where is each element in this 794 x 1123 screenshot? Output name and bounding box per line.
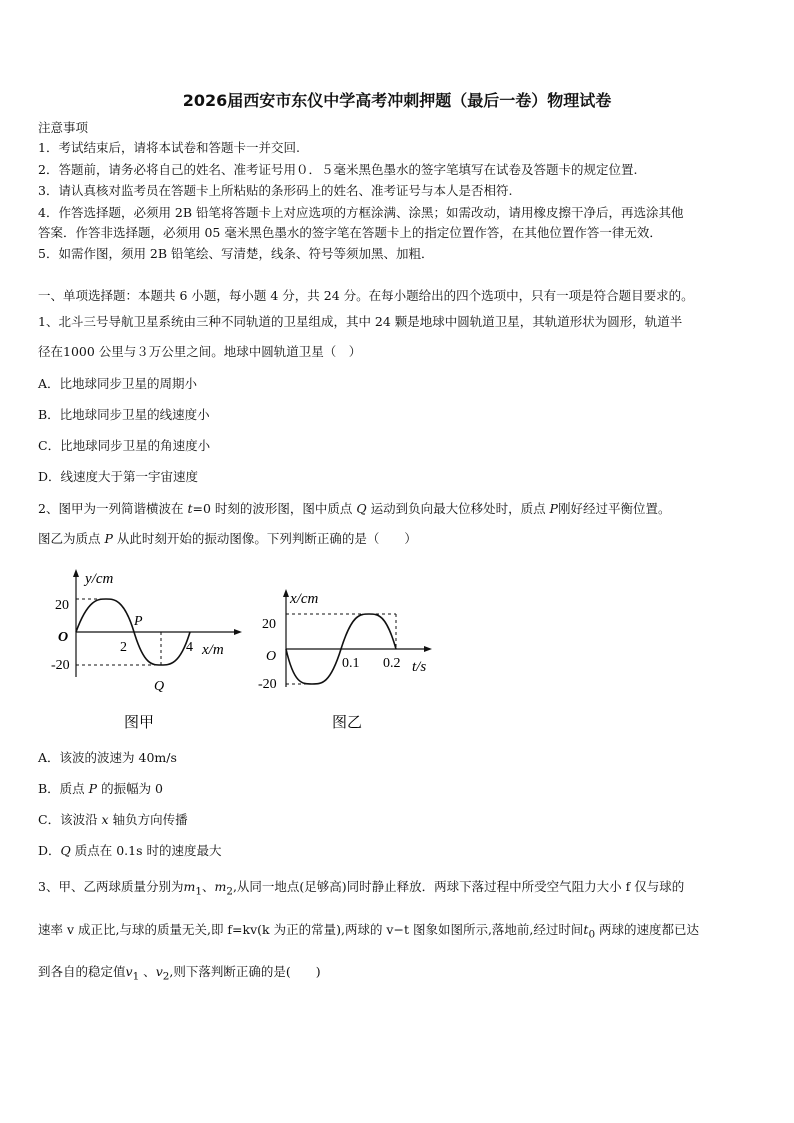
section-heading: 一、单项选择题：本题共 6 小题，每小题 4 分，共 24 分。在每小题给出的四个选项中，只有一项是符合题目要求的。 [38,288,694,303]
var-t0: t [583,922,589,937]
notice-item: 4．作答选择题，必须用 2B 铅笔将答题卡上对应选项的方框涂满、涂黑；如需改动，请用橡皮擦干净后，再选涂其他 [38,205,684,220]
var-v2: v [155,964,163,979]
option-text: 的振幅为 0 [97,781,163,796]
q2-stem [38,501,670,517]
q3-text: ,则下落判断正确的是( ) [169,964,321,979]
y-axis-label: y/cm [85,571,114,587]
x-axis-arrow [424,646,432,652]
sub-2: 2 [162,970,170,983]
y-axis-arrow [283,589,289,597]
q3-text: 到各自的稳定值 [38,964,126,979]
q1-option-d: D．线速度大于第一宇宙速度 [38,469,199,484]
q2-stem-text: 从此时刻开始的振动图像。下列判断正确的是（ ） [112,531,417,546]
q3-text: 、 [139,964,156,979]
y-tick-bottom: -20 [51,658,70,673]
q2-var-q: Q [356,501,367,516]
var-p: P [88,781,98,796]
notice-item: 1．考试结束后，请将本试卷和答题卡一并交回. [38,140,300,155]
point-q-label: Q [154,679,165,694]
figure-caption: 图甲 [124,715,155,731]
q2-stem-text: =0 时刻的波形图，图中质点 [192,501,357,516]
var-m1: m [183,879,196,894]
q3-stem [38,964,321,985]
x-tick-2: 2 [120,640,127,655]
var-q: Q [60,843,71,858]
option-text: 质点在 0.1s 时的速度最大 [70,843,222,858]
y-axis-arrow [73,569,79,577]
origin-label: O [58,630,69,645]
page-title: 2026届西安市东仪中学高考冲刺押题（最后一卷）物理试卷 [182,91,612,110]
q1-stem: 径在1000 公里与３万公里之间。地球中圆轨道卫星（ ） [38,344,362,359]
origin-label: O [266,649,277,664]
x-tick-4: 4 [186,640,193,655]
q1-option-c: C．比地球同步卫星的角速度小 [38,438,211,453]
q2-stem-text: 运动到负向最大位移处时，质点 [366,501,550,516]
point-p-label: P [134,614,143,629]
figure-yi [250,585,450,735]
q2-option-d [38,843,222,859]
notice-item: 2．答题前，请务必将自己的姓名、准考证号用０．５毫米黑色墨水的签字笔填写在试卷及答题卡的规定位置. [38,162,638,177]
q3-text: 、 [201,879,215,894]
figure-jia [40,565,250,737]
y-tick-top: 20 [262,617,276,632]
notice-heading: 注意事项 [38,120,89,135]
option-text: D． [38,843,61,858]
figure-caption: 图乙 [332,715,363,731]
q3-text: 两球的速度都已达 [595,922,700,937]
sub-2: 2 [226,885,233,898]
x-tick-02: 0.2 [383,656,401,671]
x-axis-label: x/m [202,642,224,658]
sub-0: 0 [588,928,596,941]
q2-option-c [38,812,188,828]
x-axis-arrow [234,629,242,635]
q3-text: ,从同一地点(足够高)同时静止释放．两球下落过程中所受空气阻力大小 f 仅与球的 [232,879,685,894]
q2-var-p: P [104,531,113,546]
y-axis-label: x/cm [290,591,319,607]
q2-stem-text: 刚好经过平衡位置。 [557,501,671,516]
option-text: 轴负方向传播 [108,812,188,827]
q3-text: 速率 v 成正比,与球的质量无关,即 f=kv(k 为正的常量),两球的 v−t 图象如图所示,落地前,经过时间 [38,922,584,937]
q3-stem [38,922,699,943]
y-tick-top: 20 [55,598,69,613]
notice-item: 5．如需作图，须用 2B 铅笔绘、写清楚，线条、符号等须加黑、加粗． [38,246,434,261]
var-v1: v [125,964,133,979]
q2-stem [38,531,417,547]
notice-item: 答案．作答非选择题，必须用 05 毫米黑色墨水的签字笔在答题卡上的指定位置作答，在其他位置作答一律无效． [38,225,662,240]
option-text: C．该波沿 [38,812,102,827]
q1-option-b: B．比地球同步卫星的线速度小 [38,407,210,422]
q2-option-a: A．该波的波速为 40m/s [38,750,177,765]
x-axis-label: t/s [412,659,427,675]
q2-var-p: P [549,501,558,516]
option-text: B．质点 [38,781,89,796]
q1-stem: 1、北斗三号导航卫星系统由三种不同轨道的卫星组成，其中 24 颗是地球中圆轨道卫星，其轨道形状为圆形，轨道半 [38,314,683,329]
y-tick-bottom: -20 [258,677,277,692]
sub-1: 1 [132,970,140,983]
sub-1: 1 [195,885,202,898]
q2-var-t: t [187,501,193,516]
q3-stem [38,879,684,900]
notice-item: 3．请认真核对监考员在答题卡上所粘贴的条形码上的姓名、准考证号与本人是否相符. [38,183,513,198]
q2-stem-text: 2、图甲为一列简谐横波在 [38,501,188,516]
q2-option-b [38,781,163,797]
var-x: x [101,812,109,827]
q2-stem-text: 图乙为质点 [38,531,105,546]
x-tick-01: 0.1 [342,656,360,671]
q1-option-a: A．比地球同步卫星的周期小 [38,376,198,391]
q3-text: 3、甲、乙两球质量分别为 [38,879,184,894]
var-m2: m [214,879,227,894]
